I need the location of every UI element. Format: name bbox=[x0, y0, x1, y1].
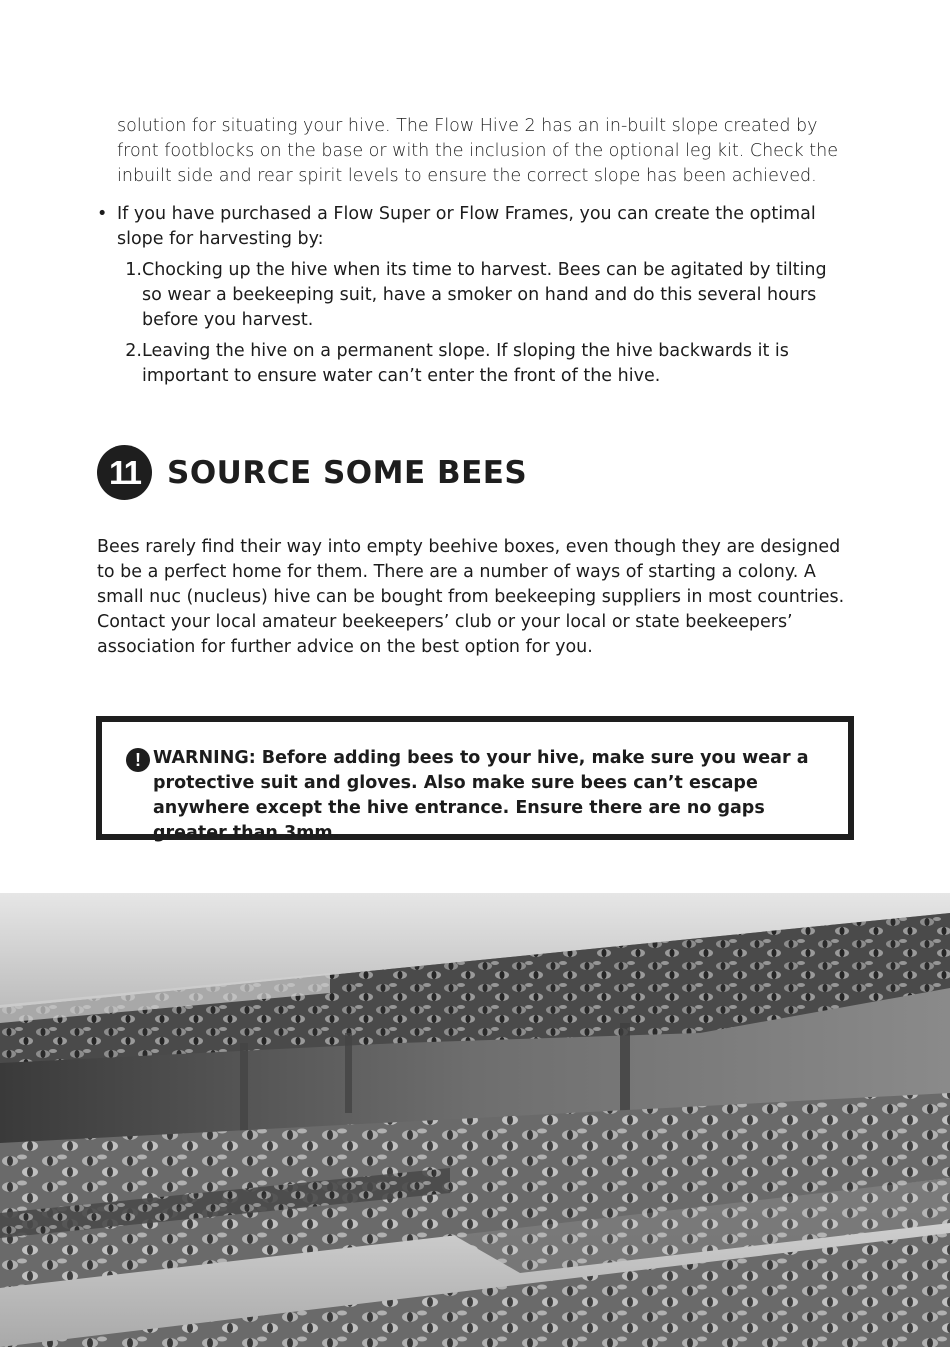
bullet-text: If you have purchased a Flow Super or Flow Frames, you can create the optimal slope for harvesting by: bbox=[117, 204, 816, 249]
intro-continuation-paragraph: solution for situating your hive. The Flow Hive 2 has an in-built slope created by front footblocks on the base or with the inclusion of the optional leg kit. Check the inbuilt side and rear spirit levels to ensure the correct slope has been achieved. bbox=[117, 115, 838, 186]
warning-box bbox=[96, 716, 854, 843]
section-paragraph: Bees rarely find their way into empty beehive boxes, even though they are designed to be a perfect home for them. There are a number of ways of starting a colony. A small nuc (nucleus) hive can be bought from beekeeping suppliers in most countries. Contact your local amateur beekeepers’ club or your local or state beekeepers’ association for further advice on the best option for you. bbox=[97, 537, 845, 657]
warning-text: WARNING: Before adding bees to your hive, make sure you wear a protective suit and gloves. Also make sure bees can’t escape anywhere except the hive entrance. Ensure there are no gaps greater than 3mm. bbox=[153, 748, 809, 843]
photo-illustration bbox=[0, 893, 950, 1347]
section-number-badge: 11 bbox=[97, 445, 152, 500]
step-number: 1. bbox=[125, 260, 142, 280]
bullet-marker: • bbox=[97, 204, 108, 224]
step-text: Chocking up the hive when its time to harvest. Bees can be agitated by tilting so wear a beekeeping suit, have a smoker on hand and do this several hours before you harvest. bbox=[142, 260, 827, 330]
exclamation-icon: ! bbox=[126, 748, 150, 772]
numbered-step-2 bbox=[117, 339, 847, 389]
step-text: Leaving the hive on a permanent slope. If sloping the hive backwards it is important to ensure water can’t enter the front of the hive. bbox=[142, 341, 789, 386]
section-heading: SOURCE SOME BEES bbox=[167, 455, 528, 491]
numbered-step-1 bbox=[117, 258, 847, 333]
bullet-item bbox=[97, 202, 862, 252]
step-number: 2. bbox=[125, 341, 142, 361]
bees-on-hive-frames-photo bbox=[0, 893, 950, 1347]
